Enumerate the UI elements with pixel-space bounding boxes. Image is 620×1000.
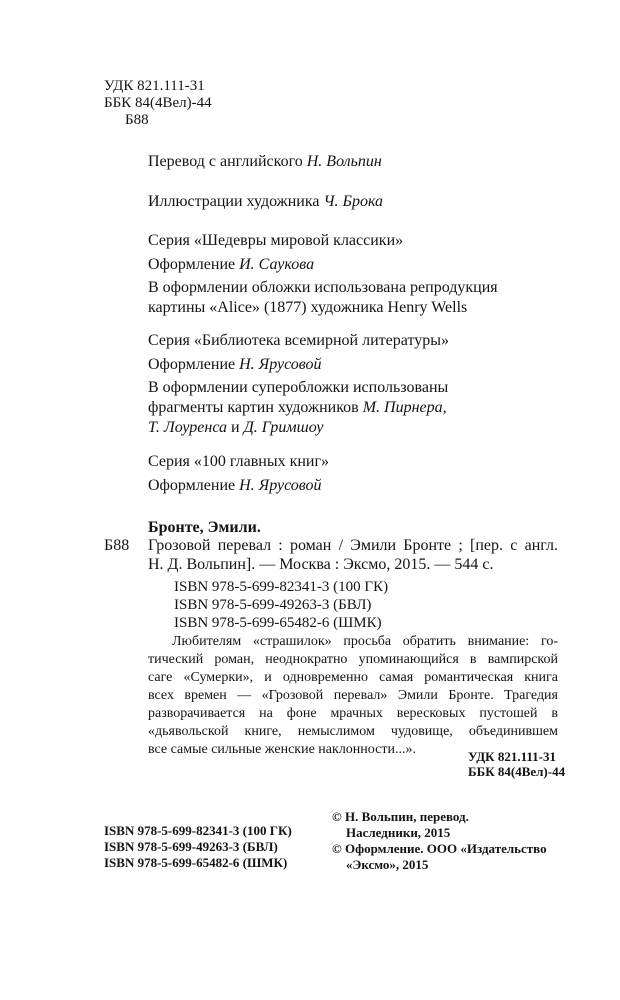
isbn-entry: ISBN 978-5-699-65482-6 (ШМК) [174, 615, 382, 631]
annotation-line: все самые сильные женские наклонности...». [148, 742, 416, 757]
series-masterpieces [148, 231, 498, 318]
series-design-credit [148, 476, 329, 496]
copyright-line: «Эксмо», 2015 [346, 857, 429, 872]
designer-name: Н. Ярусовой [239, 356, 322, 373]
artist-name: М. Пирнера, [362, 399, 447, 416]
annotation-line: тический роман, неоднократно упоминающийся в вампирской [148, 652, 558, 667]
series-title: Серия «Шедевры мировой классики» [148, 232, 404, 249]
jacket-note-prefix: фрагменты картин художников [148, 399, 359, 416]
series-100-books [148, 452, 329, 496]
jacket-note-line [148, 418, 449, 438]
isbn-entry: ISBN 978-5-699-82341-3 (100 ГК) [174, 579, 389, 595]
annotation-line: «дьявольской книге, немыслимом чудовище, объединившем [148, 724, 558, 739]
translator-name: Н. Вольпин [306, 153, 382, 170]
copyright-line: Наследники, 2015 [346, 825, 451, 840]
copyright-block [332, 809, 547, 873]
design-label: Оформление [148, 256, 236, 273]
copyright-line: © Н. Вольпин, перевод. [332, 809, 469, 824]
artist-name: Т. Лоуренса [148, 419, 228, 436]
bbk-code: ББК 84(4Вел)-44 [468, 764, 566, 779]
illustrations-label: Иллюстрации художника [148, 193, 320, 210]
annotation-line: Любителям «страшилок» просьба обратить внимание: го- [172, 634, 558, 649]
isbn-entry: ISBN 978-5-699-49263-3 (БВЛ) [174, 597, 372, 613]
artist-name: Д. Гримшоу [243, 419, 324, 436]
jacket-note-line [148, 398, 449, 418]
catalog-description-line: Грозовой перевал : роман / Эмили Бронте ; [пер. с англ. [148, 537, 558, 554]
series-title: Серия «Библиотека всемирной литературы» [148, 332, 449, 349]
classification-block [104, 78, 212, 129]
isbn-entry: ISBN 978-5-699-49263-3 (БВЛ) [104, 839, 278, 854]
jacket-note-line: В оформлении суперобложки использованы [148, 379, 449, 396]
illustrations-credit [148, 192, 383, 211]
catalog-isbn-list [174, 578, 388, 632]
conjunction: и [231, 419, 240, 436]
designer-name: Н. Ярусовой [239, 477, 322, 494]
series-design-credit [148, 255, 498, 275]
series-world-library [148, 331, 449, 438]
annotation-classification [468, 749, 565, 779]
translation-label: Перевод с английского [148, 153, 303, 170]
design-label: Оформление [148, 477, 236, 494]
annotation-line: всех времен — «Грозовой перевал» Эмили Бронте. Трагедия [148, 688, 558, 703]
translation-credit [148, 152, 382, 171]
annotation-line: разворачивается на фоне мрачных вересковых пустошей в [148, 706, 558, 721]
cover-note-line: картины «Alice» (1877) художника Henry Wells [148, 299, 468, 316]
udk-code: УДК 821.111-31 [468, 749, 556, 764]
footer-isbn-list [104, 823, 292, 871]
copyright-line: © Оформление. ООО «Издательство [332, 841, 547, 856]
catalog-description-line: Н. Д. Вольпин]. — Москва : Эксмо, 2015. — 544 с. [148, 556, 494, 573]
design-label: Оформление [148, 356, 236, 373]
author-mark: Б88 [125, 112, 149, 128]
catalog-mark: Б88 [104, 537, 130, 554]
udk-code: УДК 821.111-31 [104, 78, 205, 94]
designer-name: И. Саукова [239, 256, 315, 273]
isbn-entry: ISBN 978-5-699-65482-6 (ШМК) [104, 855, 288, 870]
series-design-credit [148, 355, 449, 375]
cover-note-line: В оформлении обложки использована репродукция [148, 279, 498, 296]
illustrator-name: Ч. Брока [323, 193, 384, 210]
bbk-code: ББК 84(4Вел)-44 [104, 95, 212, 111]
catalog-author: Бронте, Эмили. [148, 519, 261, 536]
annotation-line: саге «Сумерки», и одновременно самая романтическая книга [148, 670, 558, 685]
series-title: Серия «100 главных книг» [148, 453, 330, 470]
catalog-description [148, 536, 558, 574]
isbn-entry: ISBN 978-5-699-82341-3 (100 ГК) [104, 823, 292, 838]
annotation [148, 633, 558, 759]
